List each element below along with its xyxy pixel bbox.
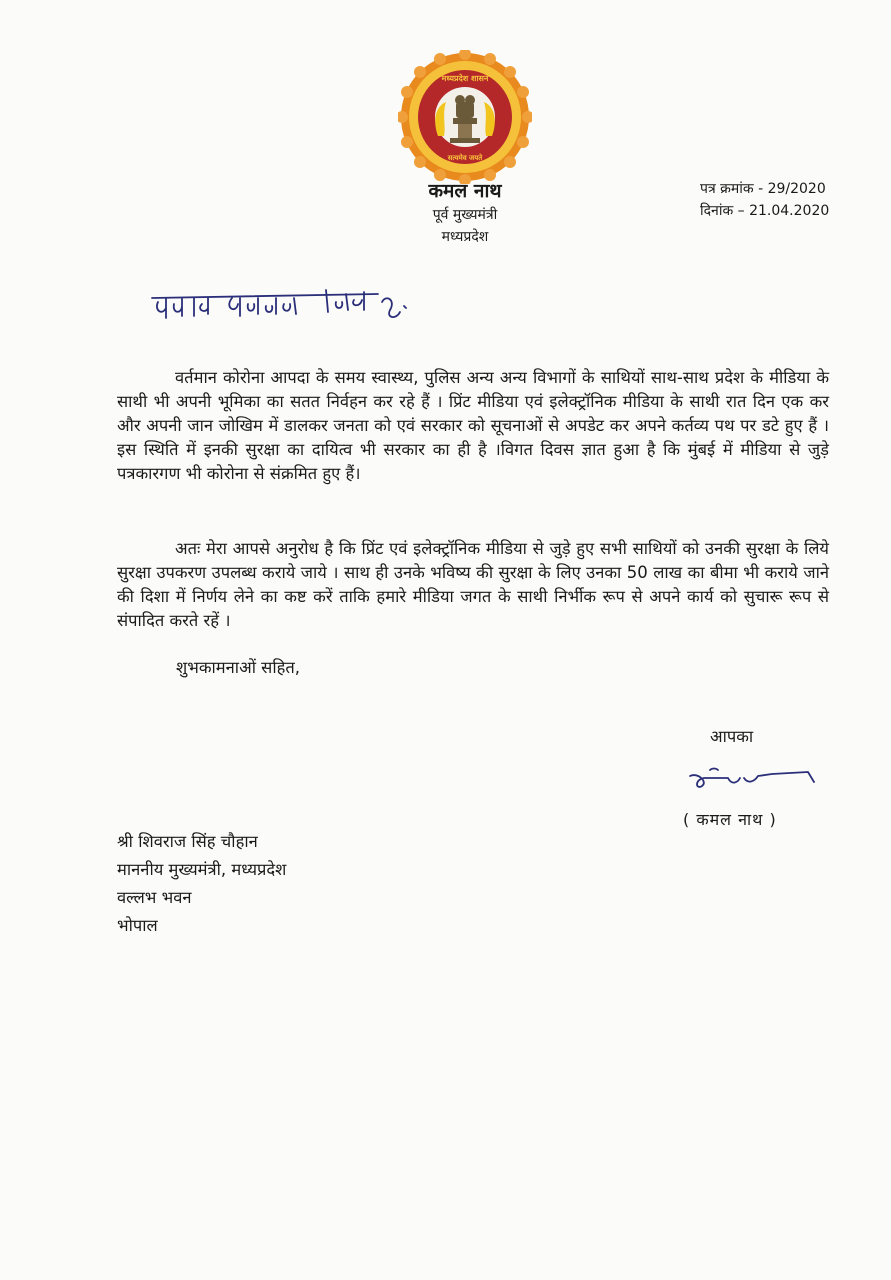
emblem-text-bottom: सत्यमेव जयते <box>447 154 483 162</box>
signature-image <box>688 766 818 796</box>
body-paragraph-1 <box>117 366 829 486</box>
addressee-line: माननीय मुख्यमंत्री, मध्यप्रदेश <box>117 860 287 879</box>
addressee-line: श्री शिवराज सिंह चौहान <box>117 832 258 851</box>
body-paragraph-2 <box>117 537 829 633</box>
sender-designation: पूर्व मुख्यमंत्री <box>432 207 498 223</box>
body-paragraph-2-text: अतः मेरा आपसे अनुरोध है कि प्रिंट एवं इलेक्ट्रॉनिक मीडिया से जुड़े हुए सभी साथियों को उनकी सुरक्षा के लिये सुरक्षा उपकरण उपलब्ध कराये जाये । साथ ही उनके भविष्य की सुरक्षा के लिए उनका 50 लाख का बीमा भी कराये जाने की दिशा में निर्णय लेने का कष्ट करें ताकि हमारे मीडिया जगत के साथी निर्भीक रूप से अपने कार्य को सुचारू रूप से संपादित करते रहें । <box>117 539 829 630</box>
letter-reference <box>700 178 829 222</box>
addressee-block <box>117 828 286 940</box>
closing-greeting: शुभकामनाओं सहित, <box>176 658 301 677</box>
handwritten-salutation <box>150 284 420 328</box>
body-paragraph-1-text: वर्तमान कोरोना आपदा के समय स्वास्थ्य, पुलिस अन्य अन्य विभागों के साथियों साथ-साथ प्रदेश के मीडिया के साथी भी अपनी भूमिका का सतत निर्वहन कर रहे हैं । प्रिंट मीडिया एवं इलेक्ट्रॉनिक मीडिया के साथी रात दिन एक कर और अपनी जान जोखिम में डालकर जनता को एवं सरकार को सूचनाओं से अपडेट कर अपने कर्तव्य पथ पर डटे हुए हैं । इस स्थिति में इनकी सुरक्षा का दायित्व भी सरकार का ही है ।विगत दिवस ज्ञात हुआ है कि मुंबई में मीडिया से जुड़े पत्रकारगण भी कोरोना से संक्रमित हुए हैं। <box>117 368 829 483</box>
letter-date: दिनांक – 21.04.2020 <box>700 203 830 219</box>
emblem-text-top: मध्यप्रदेश शासन <box>441 74 489 83</box>
addressee-line: वल्लभ भवन <box>117 888 192 907</box>
signer-name: ( कमल नाथ ) <box>683 810 777 829</box>
madhya-pradesh-emblem-icon <box>398 50 532 184</box>
sign-off: आपका <box>710 727 754 746</box>
sender-block <box>380 178 550 248</box>
letter-number: पत्र क्रमांक - 29/2020 <box>700 181 826 197</box>
sender-name: कमल नाथ <box>428 180 502 202</box>
addressee-line: भोपाल <box>117 916 158 935</box>
sender-state: मध्यप्रदेश <box>441 229 489 245</box>
